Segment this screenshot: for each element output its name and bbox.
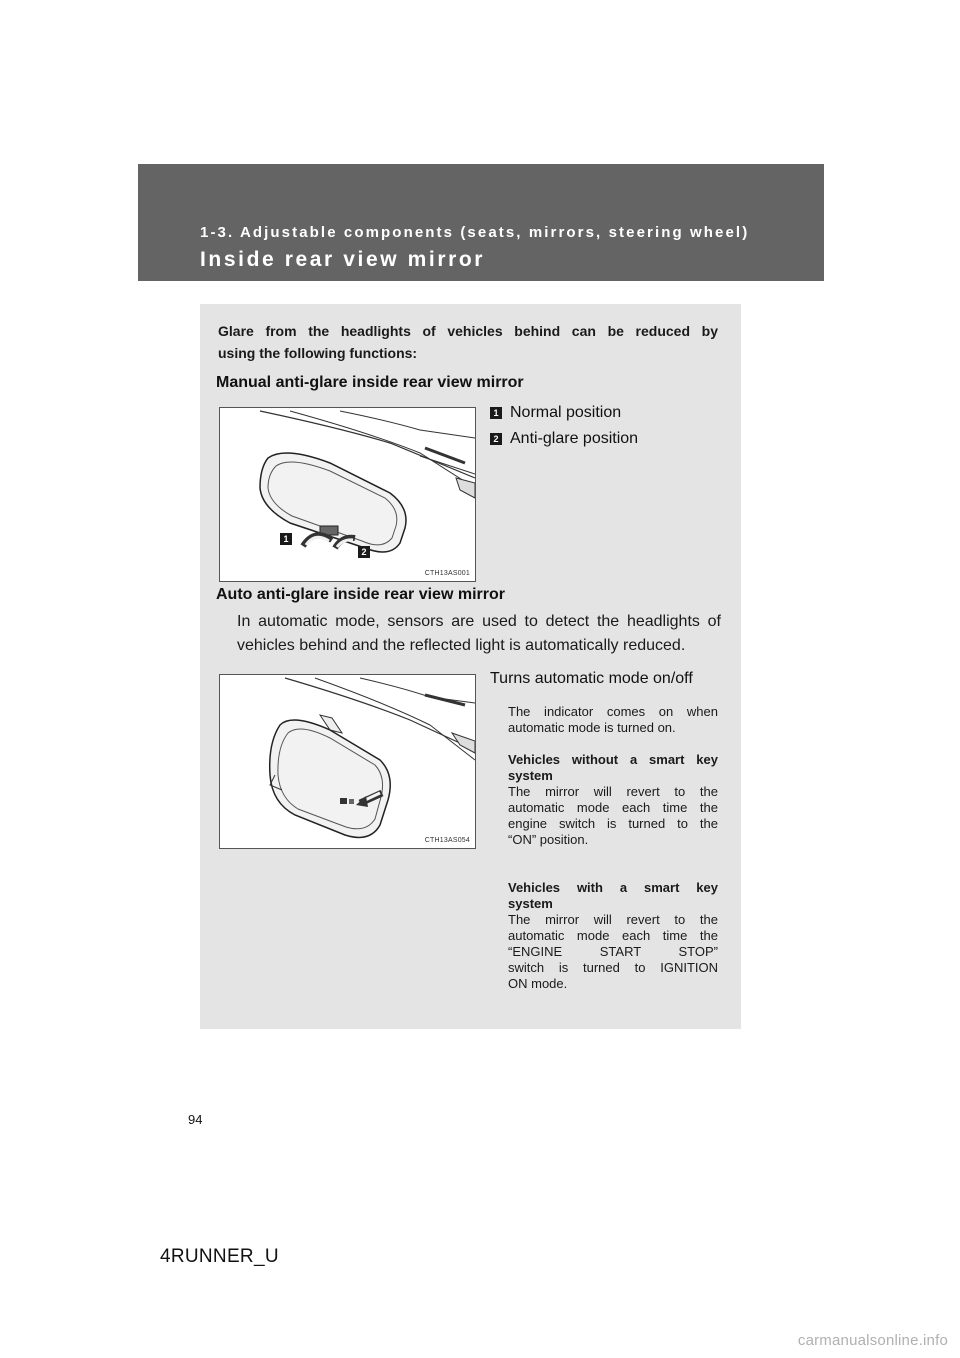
note-line: “ON” position.	[508, 832, 589, 847]
auto-description-line: In automatic mode, sensors are used to detect the headlights of	[237, 613, 721, 630]
note-line: automatic mode each time the	[508, 800, 718, 815]
smart-key-note	[508, 880, 718, 992]
auto-description-line: vehicles behind and the reflected light is automatically reduced.	[237, 637, 686, 654]
page-title: Inside rear view mirror	[200, 248, 486, 271]
indicator-note	[508, 704, 718, 736]
svg-text:2: 2	[361, 547, 367, 557]
note-line: engine switch is turned to the	[508, 816, 718, 831]
figure-code: CTH13AS054	[424, 837, 470, 844]
number-badge: 1	[490, 407, 502, 419]
manual-heading: Manual anti-glare inside rear view mirror	[216, 374, 524, 391]
page-number: 94	[188, 1112, 203, 1127]
footer-model-code: 4RUNNER_U	[160, 1246, 279, 1267]
header-band	[138, 164, 824, 281]
note-line: ON mode.	[508, 976, 568, 991]
note-heading: system	[508, 896, 553, 911]
content-box	[200, 304, 741, 1029]
note-line: The indicator comes on when	[508, 704, 718, 719]
legend-label: Anti-glare position	[510, 430, 639, 447]
note-line: automatic mode each time the	[508, 928, 718, 943]
no-smart-key-note	[508, 752, 718, 848]
note-heading: system	[508, 768, 553, 783]
legend-label: Normal position	[510, 404, 622, 421]
intro-line: using the following functions:	[218, 345, 418, 361]
auto-mirror-figure	[219, 674, 476, 849]
note-line: switch is turned to IGNITION	[508, 960, 718, 975]
note-line: The mirror will revert to the	[508, 784, 718, 799]
mirror-illustration	[220, 675, 475, 848]
legend-item-anti-glare	[490, 430, 638, 448]
auto-heading: Auto anti-glare inside rear view mirror	[216, 586, 505, 603]
legend-item-normal	[490, 404, 621, 422]
auto-description	[237, 610, 721, 658]
mirror-illustration	[220, 408, 475, 581]
note-heading: Vehicles with a smart key	[508, 880, 718, 895]
svg-text:1: 1	[283, 534, 289, 544]
note-heading: Vehicles without a smart key	[508, 752, 718, 767]
turns-auto-mode-text: Turns automatic mode on/off	[490, 670, 693, 687]
note-line: automatic mode is turned on.	[508, 720, 676, 735]
intro-text	[218, 320, 718, 364]
figure-code: CTH13AS001	[424, 570, 470, 577]
section-label: 1-3. Adjustable components (seats, mirrors, steering wheel)	[200, 224, 750, 241]
note-line: The mirror will revert to the	[508, 912, 718, 927]
note-line: “ENGINE START STOP”	[508, 944, 718, 959]
intro-line: Glare from the headlights of vehicles behind can be reduced by	[218, 323, 718, 339]
watermark: carmanualsonline.info	[797, 1332, 948, 1349]
number-badge: 2	[490, 433, 502, 445]
manual-mirror-figure	[219, 407, 476, 582]
